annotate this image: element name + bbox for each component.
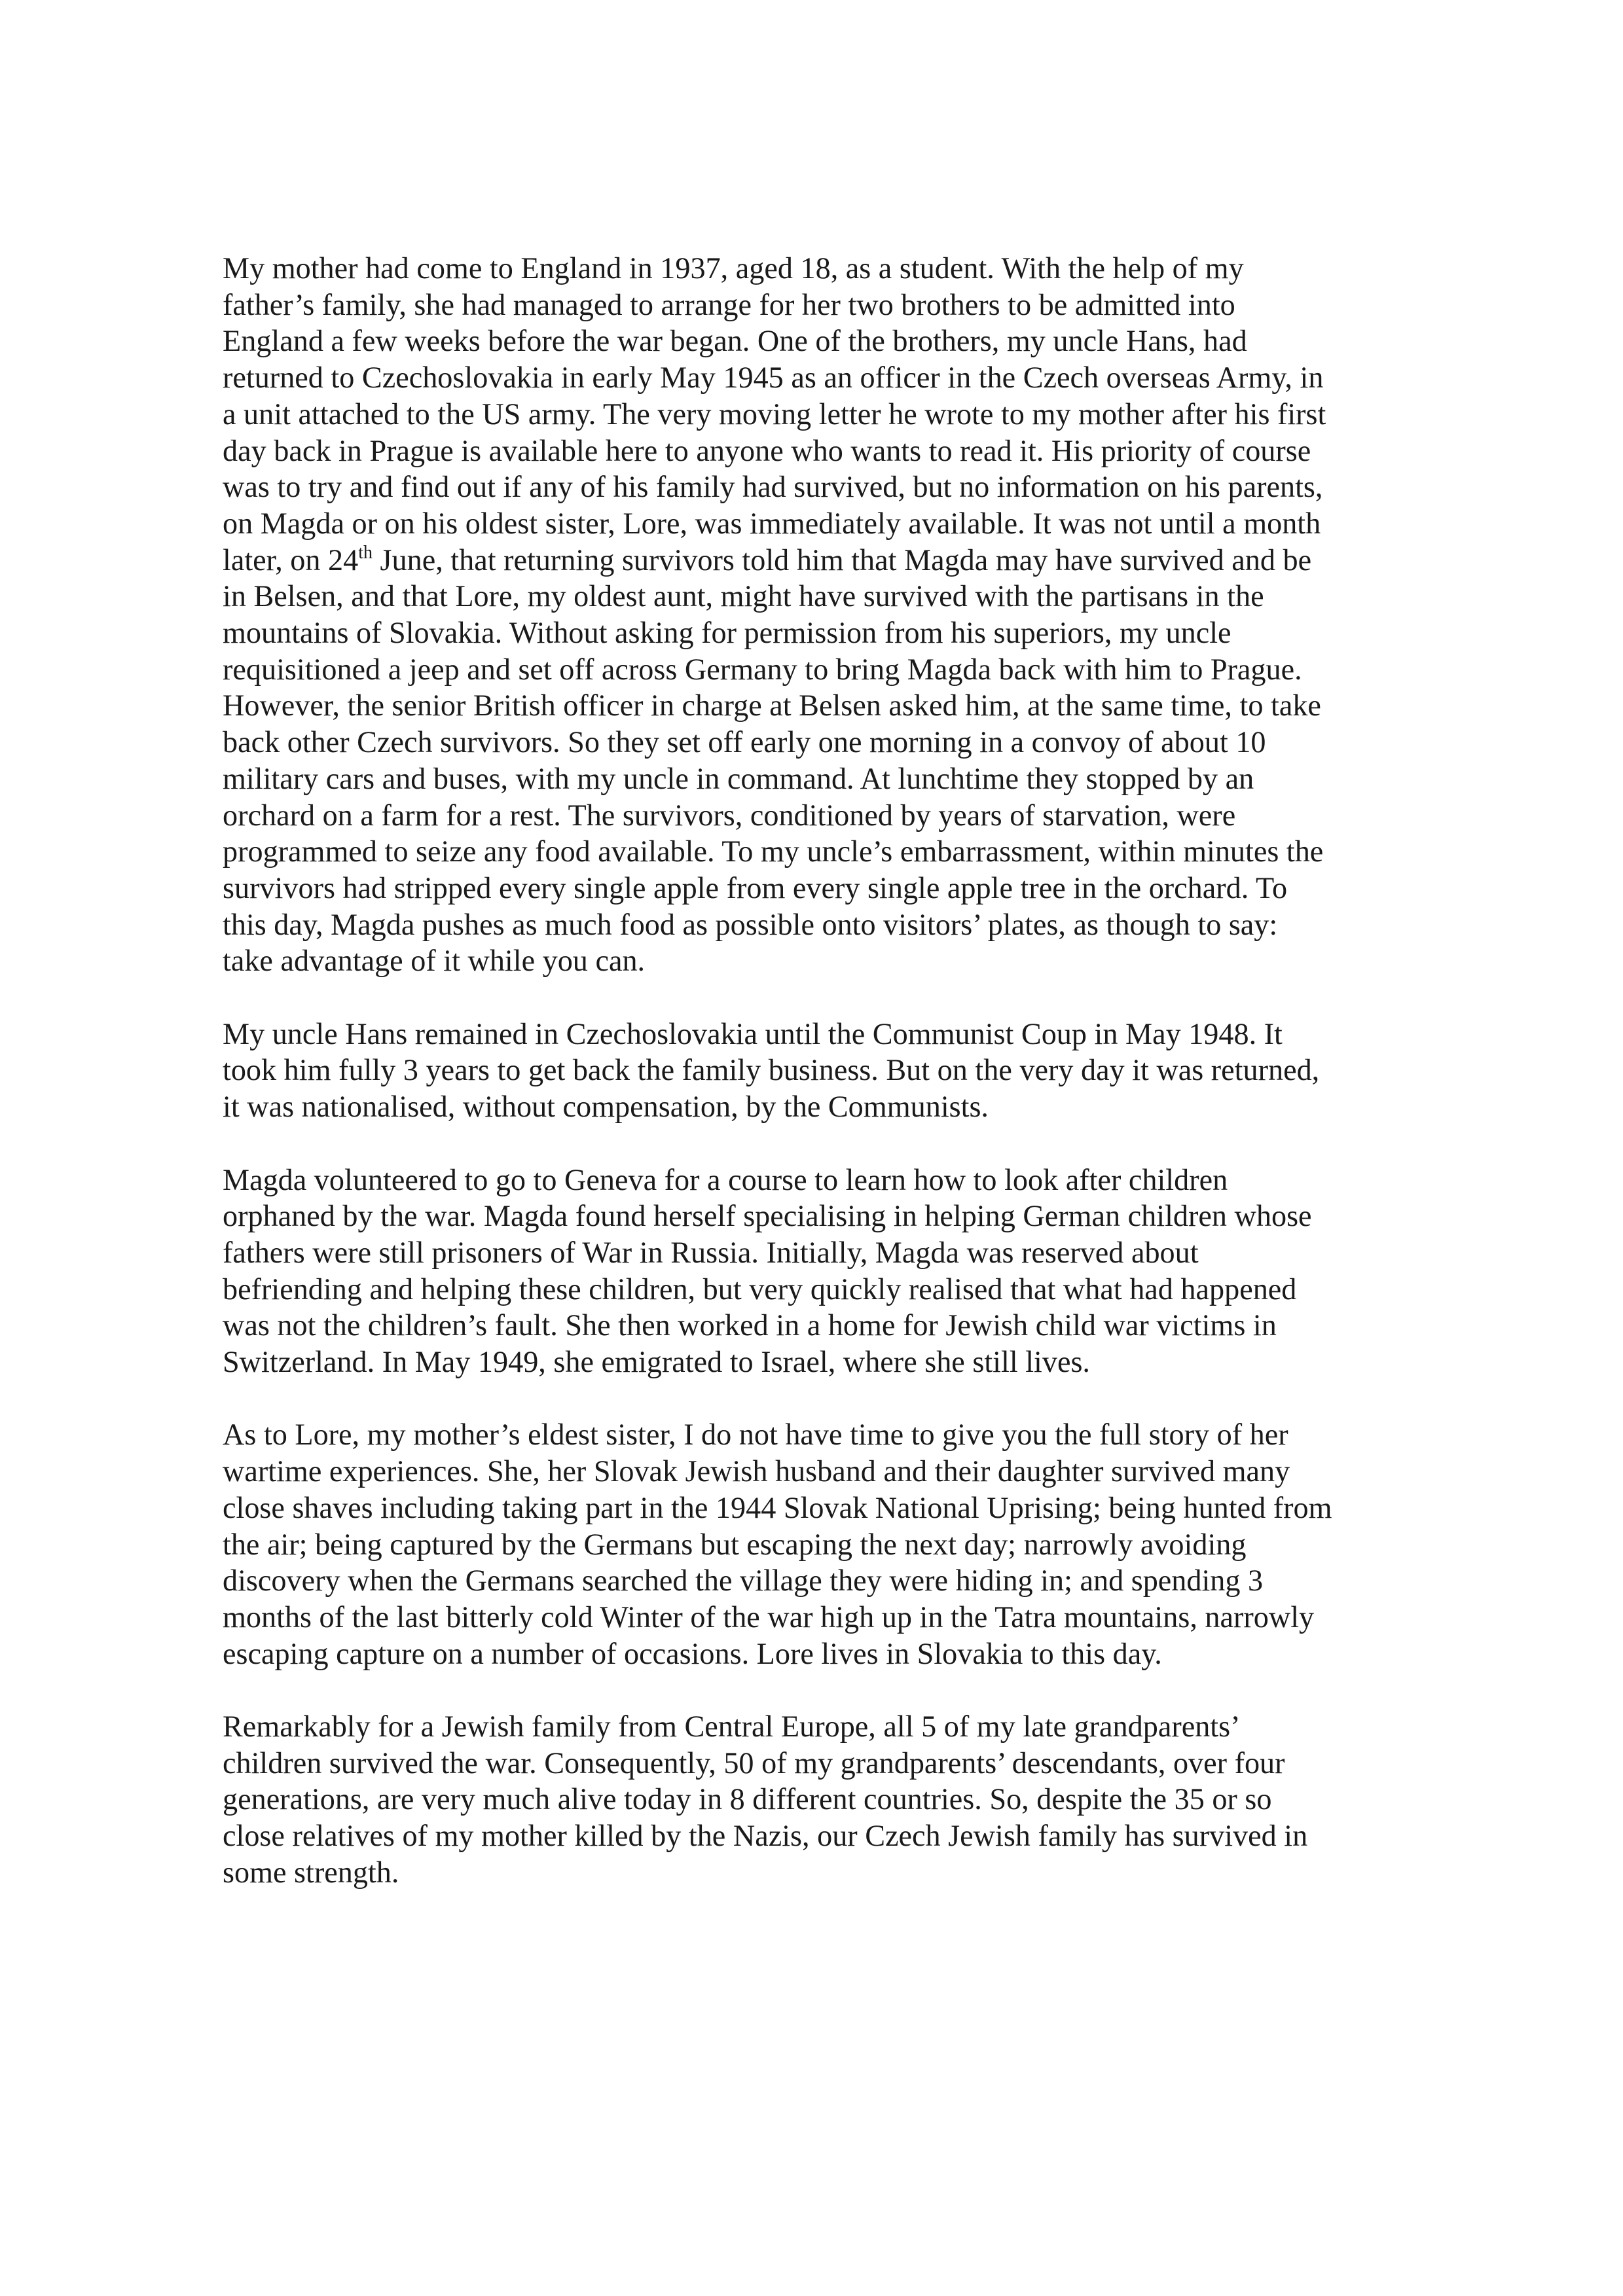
text-line: day back in Prague is available here to anyone who wants to read it. His priority of course	[223, 433, 1311, 467]
text-line: military cars and buses, with my uncle in command. At lunchtime they stopped by an	[223, 761, 1254, 795]
text-line: My uncle Hans remained in Czechoslovakia until the Communist Coup in May 1948. It	[223, 1016, 1283, 1050]
text-line: fathers were still prisoners of War in Russia. Initially, Magda was reserved about	[223, 1235, 1199, 1269]
text-line: generations, are very much alive today in 8 different countries. So, despite the 35 or so	[223, 1782, 1272, 1816]
text-line: However, the senior British officer in charge at Belsen asked him, at the same time, to take	[223, 689, 1321, 723]
paragraph-5	[223, 1708, 1401, 1891]
paragraph-gap	[223, 1672, 1401, 1708]
paragraph-3	[223, 1162, 1401, 1380]
text-line: close shaves including taking part in the 1944 Slovak National Uprising; being hunted from	[223, 1490, 1332, 1524]
text-line: escaping capture on a number of occasions. Lore lives in Slovakia to this day.	[223, 1636, 1162, 1670]
text-line: close relatives of my mother killed by the Nazis, our Czech Jewish family has survived in	[223, 1819, 1308, 1853]
ordinal-superscript: th	[358, 542, 373, 563]
text-line: As to Lore, my mother’s eldest sister, I do not have time to give you the full story of her	[223, 1418, 1288, 1452]
paragraph-gap	[223, 979, 1401, 1016]
text-line: father’s family, she had managed to arrange for her two brothers to be admitted into	[223, 287, 1235, 321]
paragraph-2	[223, 1016, 1401, 1125]
body-text	[223, 250, 1401, 1891]
text-line: orphaned by the war. Magda found herself specialising in helping German children whose	[223, 1199, 1312, 1233]
text-line: this day, Magda pushes as much food as possible onto visitors’ plates, as though to say:	[223, 907, 1278, 941]
paragraph-gap	[223, 1125, 1401, 1162]
text-line: Switzerland. In May 1949, she emigrated to Israel, where she still lives.	[223, 1345, 1090, 1379]
text-line: the air; being captured by the Germans but escaping the next day; narrowly avoiding	[223, 1527, 1247, 1561]
text-line: it was nationalised, without compensation, by the Communists.	[223, 1090, 989, 1124]
text-line: took him fully 3 years to get back the family business. But on the very day it was returned,	[223, 1053, 1320, 1087]
paragraph-4	[223, 1416, 1401, 1672]
text-line: England a few weeks before the war began. One of the brothers, my uncle Hans, had	[223, 324, 1247, 358]
text-fragment: later, on 24	[223, 543, 359, 577]
text-line: returned to Czechoslovakia in early May 1945 as an officer in the Czech overseas Army, in	[223, 361, 1324, 395]
text-line: Remarkably for a Jewish family from Central Europe, all 5 of my late grandparents’	[223, 1710, 1241, 1744]
text-line: programmed to seize any food available. To my uncle’s embarrassment, within minutes the	[223, 834, 1324, 869]
text-line: in Belsen, and that Lore, my oldest aunt, might have survived with the partisans in the	[223, 579, 1264, 613]
text-line: survivors had stripped every single apple from every single apple tree in the orchard. To	[223, 870, 1288, 905]
text-line: discovery when the Germans searched the village they were hiding in; and spending 3	[223, 1564, 1264, 1598]
text-line: was to try and find out if any of his family had survived, but no information on his parents,	[223, 470, 1323, 504]
text-line: a unit attached to the US army. The very moving letter he wrote to my mother after his first	[223, 397, 1326, 431]
text-line: orchard on a farm for a rest. The survivors, conditioned by years of starvation, were	[223, 798, 1236, 832]
text-line: requisitioned a jeep and set off across Germany to bring Magda back with him to Prague.	[223, 652, 1302, 686]
text-line: My mother had come to England in 1937, aged 18, as a student. With the help of my	[223, 251, 1244, 285]
text-line: mountains of Slovakia. Without asking for permission from his superiors, my uncle	[223, 616, 1231, 650]
text-line: take advantage of it while you can.	[223, 944, 646, 978]
paragraph-1	[223, 250, 1401, 979]
text-line: befriending and helping these children, but very quickly realised that what had happened	[223, 1272, 1297, 1306]
text-line: was not the children’s fault. She then worked in a home for Jewish child war victims in	[223, 1308, 1277, 1342]
text-line: children survived the war. Consequently, 50 of my grandparents’ descendants, over four	[223, 1746, 1285, 1780]
text-line	[223, 542, 1401, 579]
paragraph-gap	[223, 1380, 1401, 1417]
text-fragment: June, that returning survivors told him that Magda may have survived and be	[373, 543, 1312, 577]
text-line: months of the last bitterly cold Winter of the war high up in the Tatra mountains, narrowly	[223, 1600, 1315, 1634]
text-line: Magda volunteered to go to Geneva for a course to learn how to look after children	[223, 1162, 1228, 1196]
text-line: wartime experiences. She, her Slovak Jewish husband and their daughter survived many	[223, 1454, 1290, 1488]
text-line: back other Czech survivors. So they set off early one morning in a convoy of about 10	[223, 725, 1266, 759]
text-line: on Magda or on his oldest sister, Lore, was immediately available. It was not until a month	[223, 506, 1321, 540]
text-line: some strength.	[223, 1855, 399, 1889]
